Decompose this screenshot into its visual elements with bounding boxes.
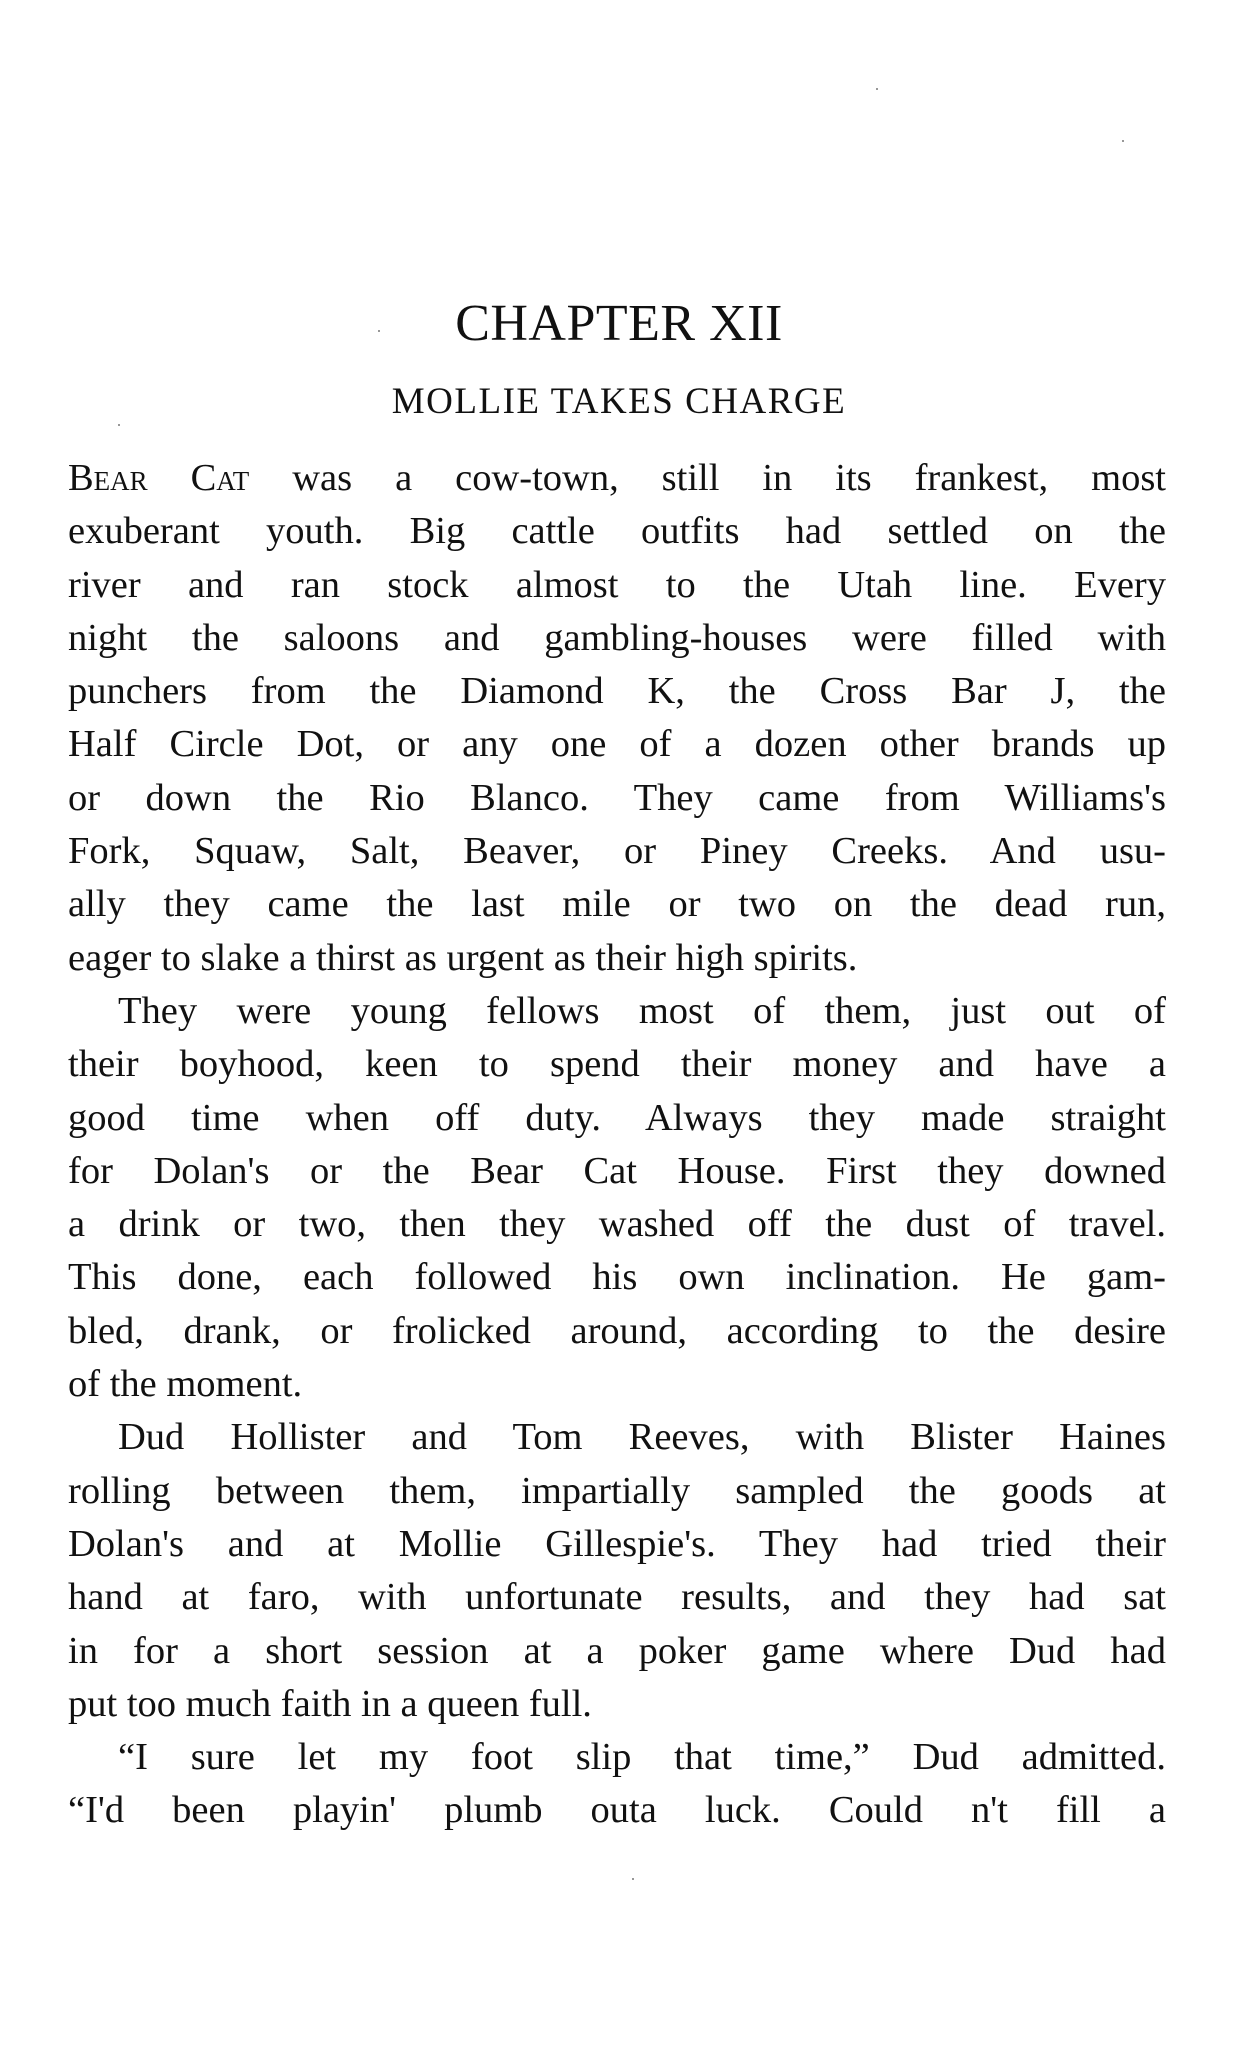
text-line: ally they came the last mile or two on the dead run, [68, 883, 1166, 926]
text-line: punchers from the Diamond K, the Cross Bar J, the [68, 670, 1166, 713]
text-line: put too much faith in a queen full. [68, 1682, 592, 1725]
text-line: in for a short session at a poker game where Dud had [68, 1629, 1166, 1672]
chapter-number: CHAPTER XII [455, 295, 783, 352]
text-line: bled, drank, or frolicked around, according to the desire [68, 1309, 1166, 1352]
text-line: night the saloons and gambling-houses were filled with [68, 616, 1166, 659]
text-line: exuberant youth. Big cattle outfits had settled on the [68, 510, 1166, 553]
text-line: their boyhood, keen to spend their money and have a [68, 1043, 1166, 1086]
text-line: Half Circle Dot, or any one of a dozen other brands up [68, 723, 1166, 766]
text-line: was a cow-town, still in its frankest, most [249, 457, 1167, 499]
text-line: “I'd been playin' plumb outa luck. Could n't fill a [68, 1789, 1166, 1832]
text-line: hand at faro, with unfortunate results, and they had sat [68, 1576, 1166, 1619]
scan-speck [1122, 140, 1124, 142]
text-line: Fork, Squaw, Salt, Beaver, or Piney Creeks. And usu- [68, 830, 1166, 873]
text-line: rolling between them, impartially sampled the goods at [68, 1469, 1166, 1512]
text-line: “I sure let my foot slip that time,” Dud admitted. [118, 1736, 1166, 1779]
scan-speck [632, 1878, 634, 1880]
lead-in-small-caps: Bear Cat [68, 457, 250, 499]
text-line: Dud Hollister and Tom Reeves, with Blister Haines [118, 1416, 1166, 1459]
text-line: of the moment. [68, 1363, 303, 1406]
text-line: Dolan's and at Mollie Gillespie's. They had tried their [68, 1522, 1166, 1565]
body-text [68, 452, 1166, 1838]
text-line: eager to slake a thirst as urgent as their high spirits. [68, 936, 858, 979]
paragraph-1-line-1 [68, 452, 1166, 505]
chapter-title: MOLLIE TAKES CHARGE [391, 381, 847, 422]
text-line: river and ran stock almost to the Utah line. Every [68, 563, 1166, 606]
text-line: good time when off duty. Always they made straight [68, 1096, 1166, 1139]
scan-speck [876, 88, 878, 90]
text-line: for Dolan's or the Bear Cat House. First they downed [68, 1149, 1166, 1192]
text-line: a drink or two, then they washed off the dust of travel. [68, 1203, 1166, 1246]
text-line: They were young fellows most of them, just out of [118, 989, 1166, 1032]
text-line: This done, each followed his own inclination. He gam- [68, 1256, 1166, 1299]
text-line: or down the Rio Blanco. They came from Williams's [68, 776, 1166, 819]
scan-speck [378, 330, 380, 332]
scan-speck [118, 424, 120, 426]
